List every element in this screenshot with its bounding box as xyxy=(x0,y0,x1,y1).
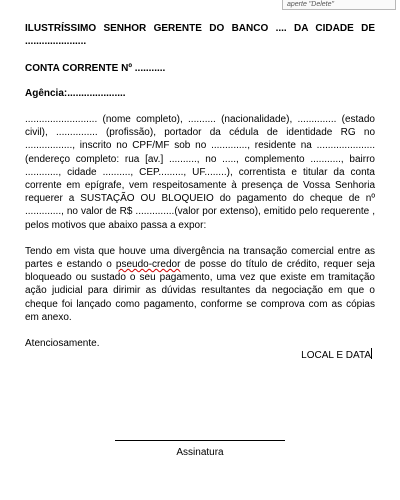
request-paragraph[interactable]: .......................... (nome completo), .......... (nacionalidade), .............. (estado civil), ............... (profissão), portador da cédula de identidade RG no ................., inscrito no CPF/MF sob no ............., residente na ..................... (endereço completo: rua [av.] .........., no ....., complemento ..........., bairro ............, cidade .........., CEP........., UF........), correntista e titular da conta corrente em epígrafe, vem respeitosamente à presença de Vossa Senhoria requerer a SUSTAÇÃO OU BLOQUEIO do pagamento do cheque de nº ............., no valor de R$ ..............(valor por extenso), emitido pelo requerente , pelos motivos que abaixo passa a expor: xyxy=(25,114,375,231)
text-cursor xyxy=(371,348,372,359)
delete-hint-box xyxy=(282,0,396,10)
spellcheck-flagged-word[interactable]: pseudo-credor xyxy=(115,259,181,271)
reason-text-before: Tendo em vista que houve uma divergência na transação comercial entre as partes e estando o xyxy=(25,245,375,271)
reason-text-after: de posse do título de crédito, requer seja bloqueado ou sustado o seu pagamento, uma vez que existe em tramitação ação judicial para dirimir as dúvidas resultantes da negociação em que o cheque foi lançado como pagamento, conforme se comprova com as cópias em anexo. xyxy=(25,259,375,323)
agencia-field[interactable]: Agência:..................... xyxy=(25,88,126,99)
header-city-placeholder[interactable]: ...................... xyxy=(25,36,87,47)
conta-corrente-field[interactable]: CONTA CORRENTE Nº ........... xyxy=(25,63,166,74)
reason-paragraph[interactable] xyxy=(25,245,375,324)
local-data-line[interactable] xyxy=(301,348,372,362)
closing-salutation[interactable]: Atenciosamente. xyxy=(25,338,100,350)
letter-document[interactable] xyxy=(25,22,375,350)
signature-label: Assinatura xyxy=(176,447,224,458)
header-addressee[interactable]: ILUSTRÍSSIMO SENHOR GERENTE DO BANCO .... DA CIDADE DE xyxy=(25,23,375,34)
signature-line xyxy=(115,440,285,441)
delete-hint-text: aperte "Delete" xyxy=(287,1,334,8)
local-data-text: LOCAL E DATA xyxy=(301,350,371,361)
